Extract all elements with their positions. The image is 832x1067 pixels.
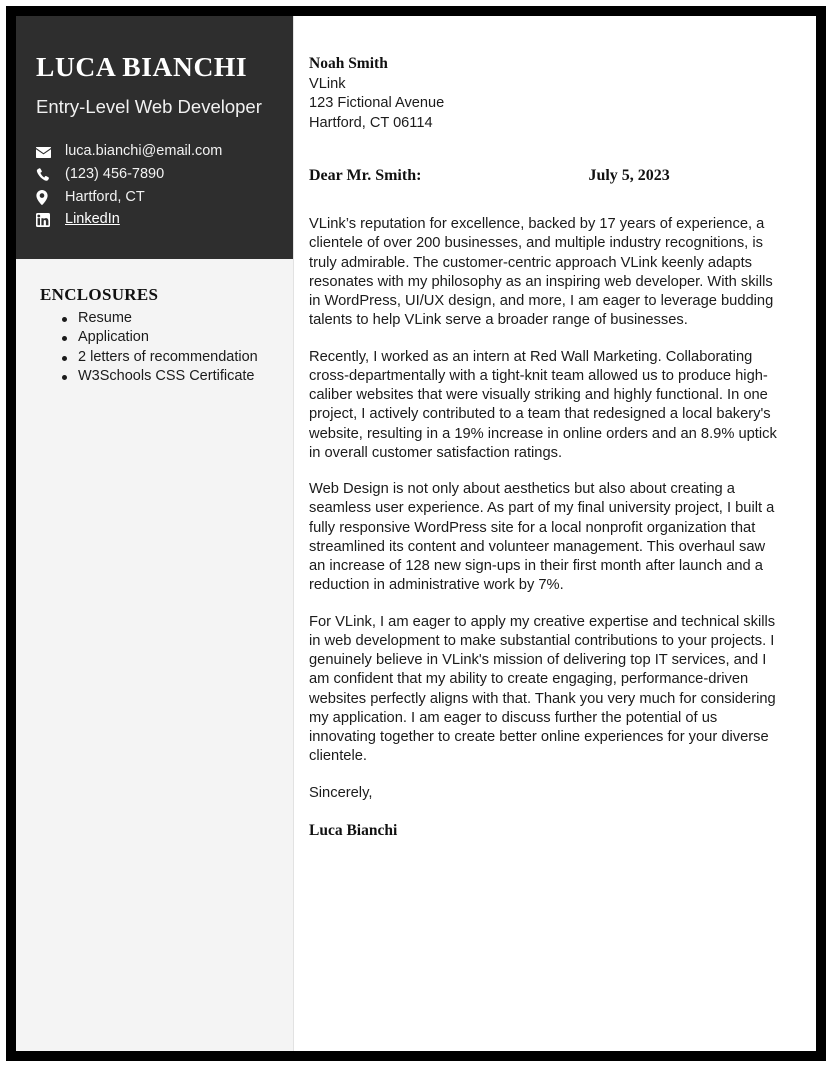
candidate-name: LUCA BIANCHI [36,51,248,82]
contact-phone-text: (123) 456-7890 [65,166,165,182]
body-paragraph: Recently, I worked as an intern at Red Wall Marketing. Collaborating cross-departmentally with a tight-knit team allowed us to produce high-caliber websites that were visually striking and highly functional. In one project, I actively contributed to a team that redesigned a local bakery's website, resulting in a 19% increase in online orders and an 8.9% uptick in overall customer satisfaction ratings. [309,348,777,461]
body-paragraph: VLink’s reputation for excellence, backed by 17 years of experience, a clientele of over 200 businesses, and multiple industry recognitions, is truly admirable. The customer-centric approach VLink keenly adapts resonates with my philosophy as an inspiring web developer. With skills in WordPress, UI/UX design, and more, I am eager to leverage budding talents to help VLink serve a broader range of businesses. [309,216,774,329]
recipient-name: Noah Smith [309,55,388,72]
enclosure-item: Application [62,328,273,347]
salutation: Dear Mr. Smith: [309,167,422,185]
linkedin-icon [36,213,56,227]
enclosures-heading: ENCLOSURES [40,284,159,304]
recipient-company: VLink [309,75,346,92]
contact-email-text: luca.bianchi@email.com [65,143,223,160]
letter-date: July 5, 2023 [588,167,670,185]
contact-list [36,142,273,229]
salutation-row [309,167,783,185]
sidebar-header [16,16,293,259]
body-paragraph: For VLink, I am eager to apply my creative expertise and technical skills in web development to make substantial contributions to your projects. I genuinely believe in VLink's mission of delivering top IT services, and I am confident that my ability to create engaging, performance-driven websites perfectly aligns with that. Thank you very much for considering my application. I am eager to discuss further the potential of us innovating together to create better online experiences for your diverse clientele. [309,613,776,765]
sidebar [16,16,294,1051]
contact-item-location [36,188,273,208]
signature-name: Luca Bianchi [309,821,398,839]
contact-item-phone [36,165,273,185]
cover-letter-page [16,16,816,1051]
recipient-city-state-zip: Hartford, CT 06114 [309,114,433,131]
linkedin-link[interactable]: LinkedIn [65,211,120,228]
recipient-street: 123 Fictional Avenue [309,95,445,112]
candidate-title: Entry-Level Web Developer [36,96,262,118]
envelope-icon [36,147,56,158]
body-paragraph: Web Design is not only about aesthetics but also about creating a seamless user experience. As part of my final university project, I built a fully responsive WordPress site for a local nonprofit organization that streamlined its content and volunteer management. This overhaul saw an increase of 128 new sign-ups in their first month after launch and a reduction in administrative work by 7%. [309,481,775,594]
page-border [6,6,826,1061]
enclosure-item: 2 letters of recommendation [62,348,273,367]
phone-icon [36,168,56,182]
map-pin-icon [36,190,56,205]
contact-location-text: Hartford, CT [65,188,145,205]
letter-body [294,16,816,1051]
enclosure-item: Resume [62,309,273,328]
enclosures-list [40,309,273,387]
recipient-address-block [309,54,783,133]
contact-item-email [36,142,273,162]
enclosures-section [16,259,293,407]
contact-item-linkedin[interactable] [36,210,273,230]
closing-line: Sincerely, [309,784,373,801]
enclosure-item: W3Schools CSS Certificate [62,367,273,386]
